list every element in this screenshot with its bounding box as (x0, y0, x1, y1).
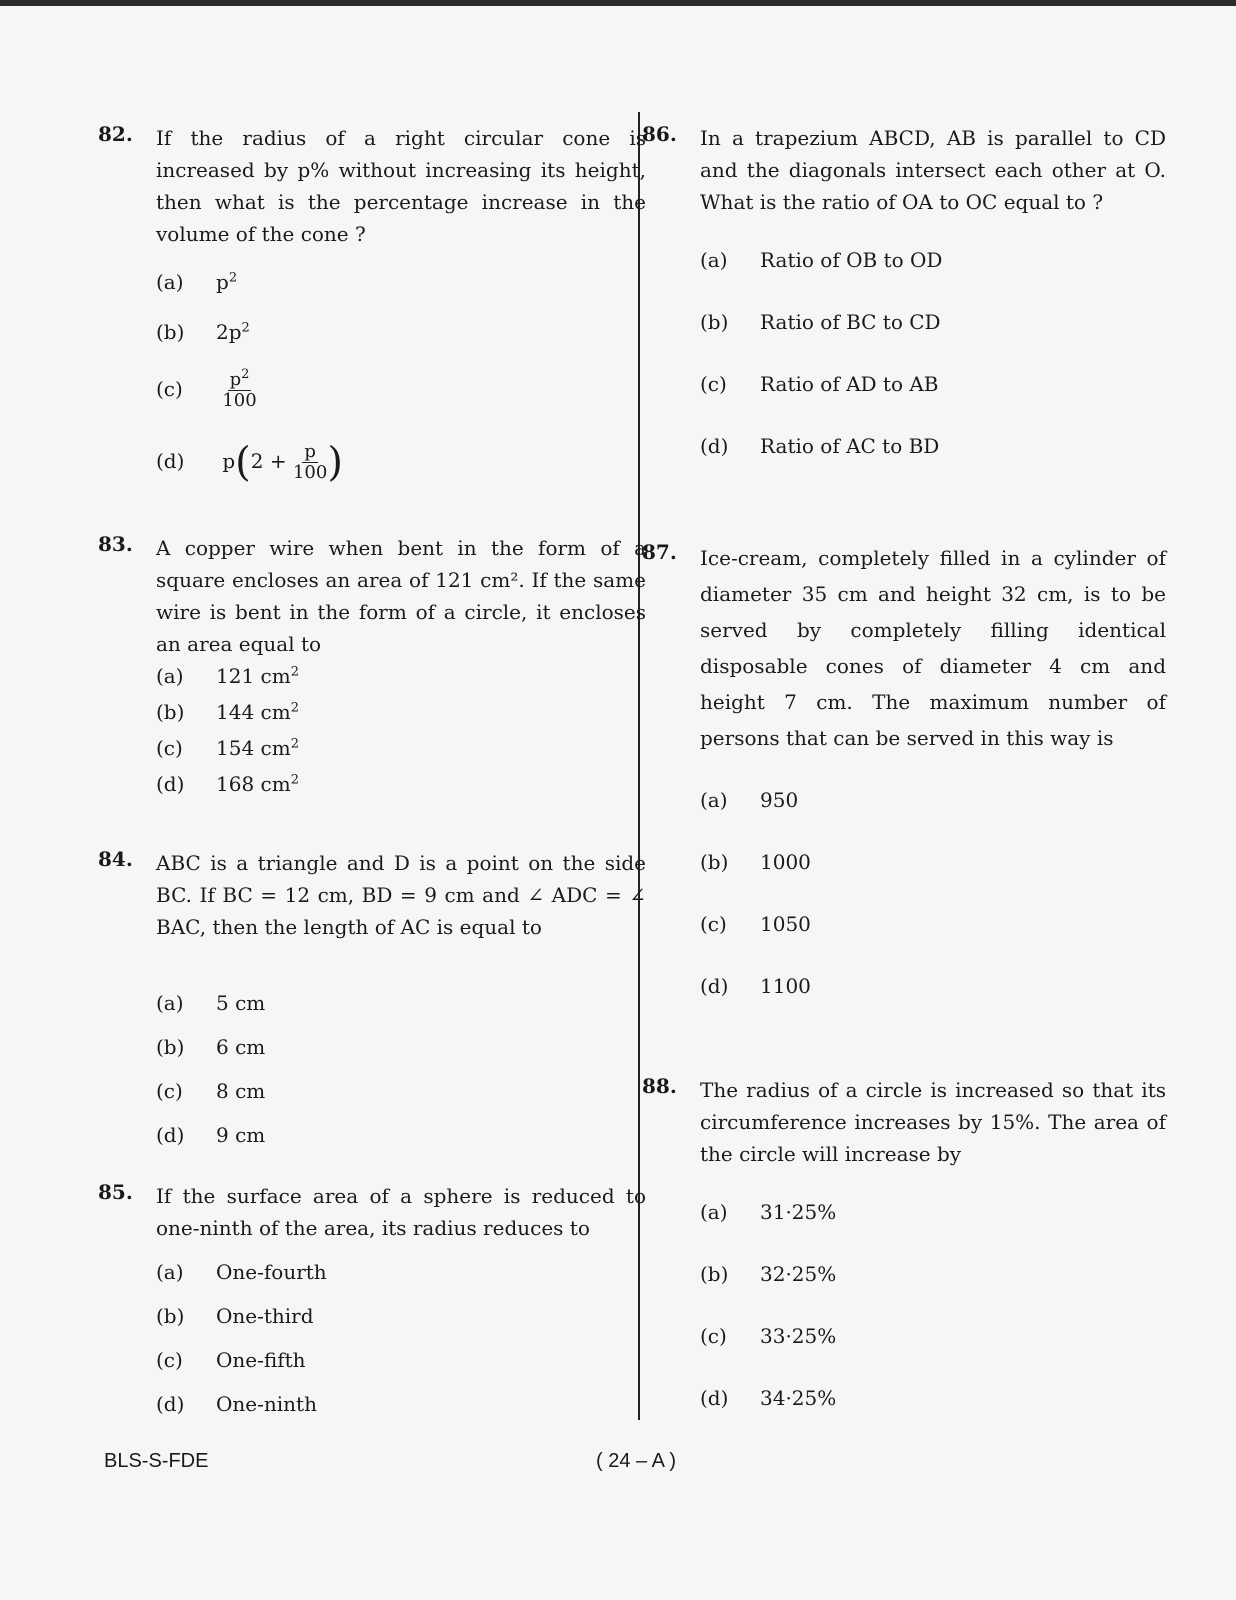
option-b[interactable]: (b) 1000 (700, 850, 811, 874)
question-84 (98, 847, 646, 1147)
option-d[interactable]: (d) One-ninth (156, 1392, 317, 1416)
question-number: 86. (642, 122, 677, 146)
option-a[interactable]: (a) $p^2$ (156, 270, 238, 294)
option-b[interactable]: (b) $2p^2$ (156, 320, 250, 344)
option-d[interactable]: (d) 168 $cm^2$ (156, 772, 299, 796)
option-b[interactable]: (b) 6 cm (156, 1035, 266, 1059)
question-text: If the radius of a right circular cone is increased by p% without increasing its height, then what is the percentage increase in the volume of the cone ? (156, 126, 646, 246)
scan-top-edge (0, 0, 1236, 6)
option-d[interactable]: (d) p(2 + $\frac{p}{100}$ ) (156, 439, 343, 486)
footer-code: BLS-S-FDE (104, 1450, 209, 1472)
option-d[interactable]: (d) 1100 (700, 974, 811, 998)
option-b[interactable]: (b) One-third (156, 1304, 314, 1328)
question-86 (642, 122, 1166, 458)
option-c[interactable]: (c) 33·25% (700, 1324, 837, 1348)
question-text: If the surface area of a sphere is reduced to one-ninth of the area, its radius reduces to (156, 1184, 646, 1240)
option-a[interactable]: (a) 5 cm (156, 991, 266, 1015)
option-d[interactable]: (d) 9 cm (156, 1123, 266, 1147)
question-number: 85. (98, 1180, 133, 1204)
option-b[interactable]: (b) Ratio of BC to CD (700, 310, 941, 334)
question-number: 82. (98, 122, 133, 146)
option-c[interactable]: (c) One-fifth (156, 1348, 306, 1372)
option-a[interactable]: (a) 31·25% (700, 1200, 837, 1224)
option-d[interactable]: (d) Ratio of AC to BD (700, 434, 940, 458)
fraction: $\frac{p^2}{100}$ (222, 367, 257, 411)
option-c[interactable]: (c) 154 $cm^2$ (156, 736, 299, 760)
option-b[interactable]: (b) 32·25% (700, 1262, 837, 1286)
option-b[interactable]: (b) 144 $cm^2$ (156, 700, 299, 724)
fraction: $\frac{p}{100}$ (292, 441, 328, 483)
option-a[interactable]: (a) 950 (700, 788, 799, 812)
question-text: The radius of a circle is increased so that its circumference increases by 15%. The area of the circle will increase by (700, 1078, 1166, 1166)
question-text: ABC is a triangle and D is a point on the side BC. If BC = 12 cm, BD = 9 cm and ∠ ADC = ∠ BAC, then the length of AC is equal to (156, 851, 646, 939)
option-c[interactable]: (c) $\frac{p^2}{100}$ (156, 367, 257, 411)
question-text: Ice-cream, completely filled in a cylinder of diameter 35 cm and height 32 cm, is to be served by completely filling identical disposable cones of diameter 4 cm and height 7 cm. The maximum number of persons that can be served in this way is (700, 546, 1166, 750)
question-number: 83. (98, 532, 133, 556)
question-87 (642, 540, 1166, 998)
option-a[interactable]: (a) 121 $cm^2$ (156, 664, 299, 688)
question-83 (98, 532, 646, 796)
option-c[interactable]: (c) 1050 (700, 912, 811, 936)
option-d[interactable]: (d) 34·25% (700, 1386, 837, 1410)
question-88 (642, 1074, 1166, 1410)
footer-page-number: ( 24 – A ) (596, 1450, 677, 1472)
option-a[interactable]: (a) One-fourth (156, 1260, 327, 1284)
question-text: In a trapezium ABCD, AB is parallel to CD and the diagonals intersect each other at O. What is the ratio of OA to OC equal to ? (700, 126, 1166, 214)
option-c[interactable]: (c) 8 cm (156, 1079, 266, 1103)
question-82 (98, 122, 646, 486)
question-85 (98, 1180, 646, 1416)
question-text: A copper wire when bent in the form of a square encloses an area of 121 cm². If the same wire is bent in the form of a circle, it encloses an area equal to (156, 536, 646, 656)
question-number: 88. (642, 1074, 677, 1098)
option-c[interactable]: (c) Ratio of AD to AB (700, 372, 939, 396)
question-number: 87. (642, 540, 677, 564)
option-a[interactable]: (a) Ratio of OB to OD (700, 248, 943, 272)
question-number: 84. (98, 847, 133, 871)
